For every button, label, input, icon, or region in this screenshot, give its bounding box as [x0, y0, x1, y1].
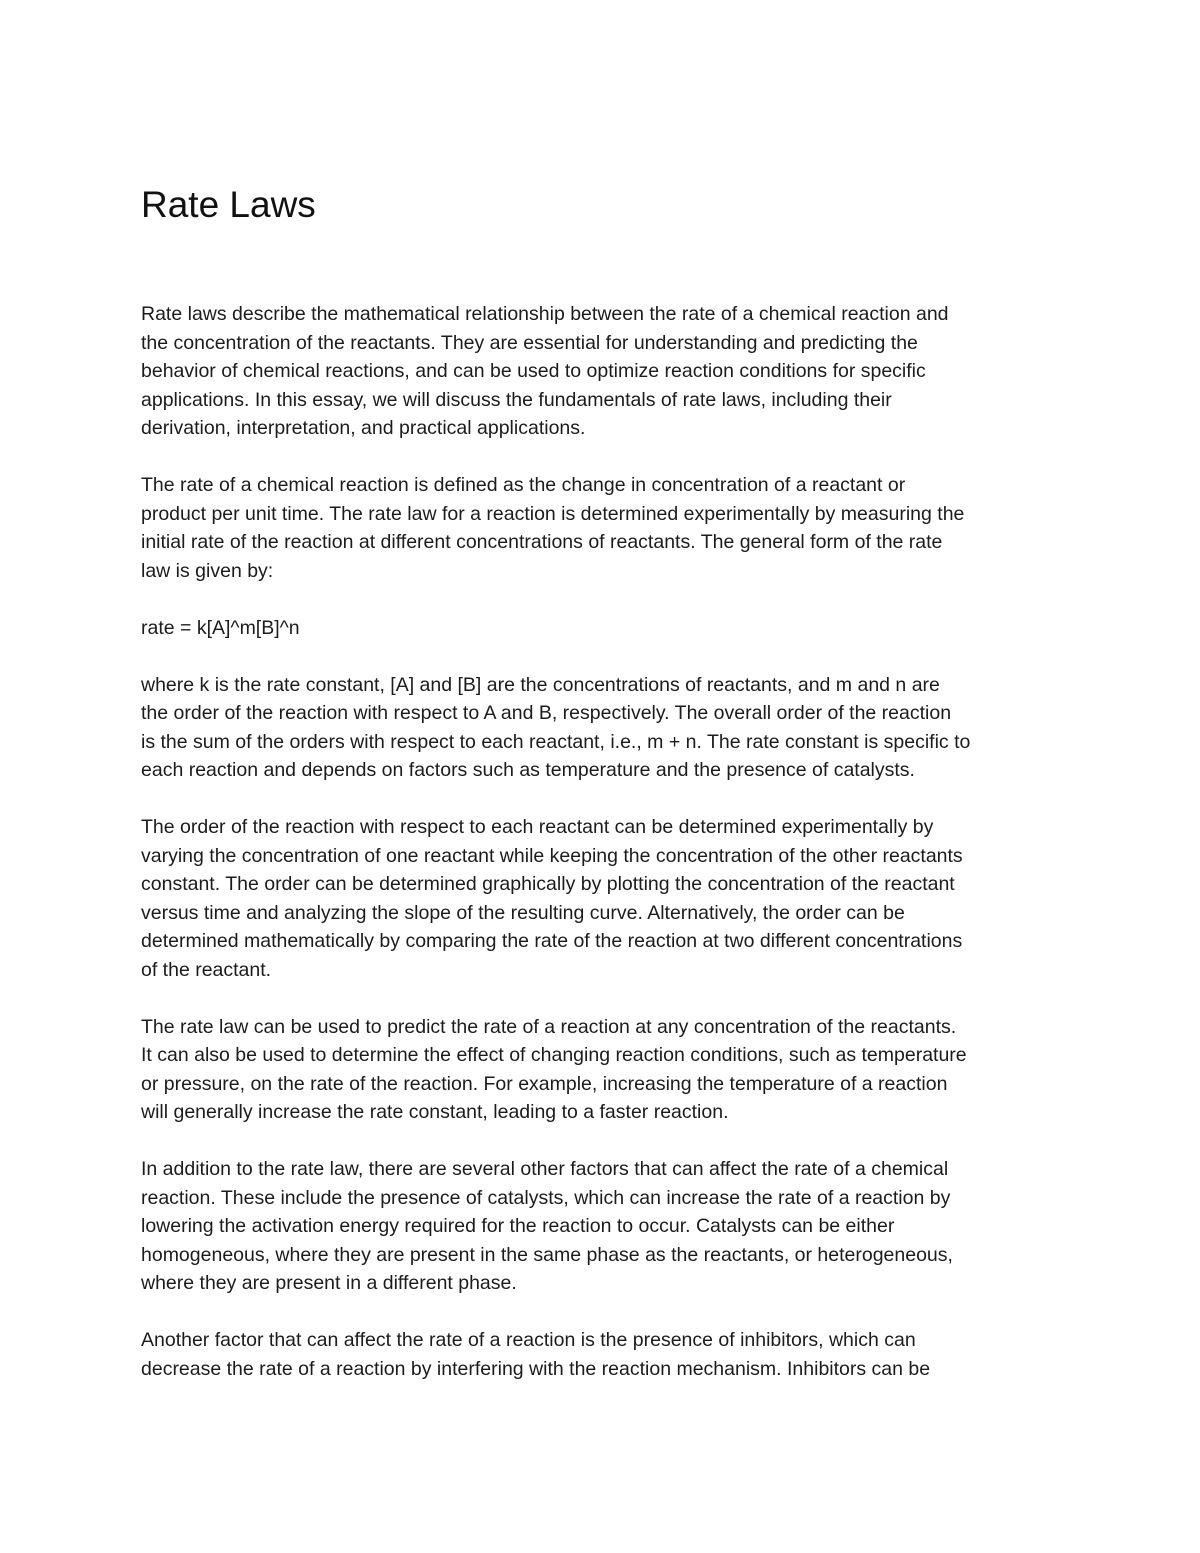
text-line: lowering the activation energy required for the reaction to occur. Catalysts can be either	[141, 1215, 895, 1237]
text-line: of the reactant.	[141, 958, 272, 981]
text-line: the order of the reaction with respect to A and B, respectively. The overall order of the reaction	[141, 702, 952, 724]
document-title: Rate Laws	[141, 184, 316, 225]
text-line: In addition to the rate law, there are several other factors that can affect the rate of a chemical	[141, 1158, 949, 1180]
paragraph	[141, 671, 1071, 785]
text-line: varying the concentration of one reactant while keeping the concentration of the other reactants	[141, 844, 963, 867]
paragraph	[141, 1326, 1071, 1383]
text-line: decrease the rate of a reaction by interfering with the reaction mechanism. Inhibitors can be	[141, 1357, 931, 1380]
text-line: derivation, interpretation, and practical applications.	[141, 417, 586, 439]
text-line: The rate of a chemical reaction is defined as the change in concentration of a reactant or	[141, 474, 906, 496]
paragraph	[141, 471, 1071, 585]
document-body	[141, 300, 1071, 1412]
text-line: The rate law can be used to predict the rate of a reaction at any concentration of the reactants.	[141, 1015, 957, 1038]
paragraph	[141, 1013, 1071, 1127]
text-line: is the sum of the orders with respect to each reactant, i.e., m + n. The rate constant is specific to	[141, 730, 971, 753]
text-line: The order of the reaction with respect to each reactant can be determined experimentally by	[141, 816, 934, 838]
text-line: product per unit time. The rate law for a reaction is determined experimentally by measuring the	[141, 502, 965, 525]
text-line: reaction. These include the presence of catalysts, which can increase the rate of a reaction by	[141, 1186, 951, 1209]
text-line: law is given by:	[141, 559, 274, 582]
text-line: It can also be used to determine the effect of changing reaction conditions, such as temperature	[141, 1044, 967, 1066]
text-line: where k is the rate constant, [A] and [B] are the concentrations of reactants, and m and n are	[141, 673, 940, 696]
paragraph	[141, 813, 1071, 984]
text-line: or pressure, on the rate of the reaction. For example, increasing the temperature of a reaction	[141, 1072, 948, 1095]
paragraph	[141, 300, 1071, 443]
text-line: Rate laws describe the mathematical relationship between the rate of a chemical reaction and	[141, 303, 949, 325]
text-line: Another factor that can affect the rate of a reaction is the presence of inhibitors, which can	[141, 1329, 916, 1351]
text-line: where they are present in a different phase.	[141, 1272, 517, 1294]
text-line: versus time and analyzing the slope of the resulting curve. Alternatively, the order can be	[141, 901, 905, 924]
text-line: the concentration of the reactants. They are essential for understanding and predicting the	[141, 331, 918, 354]
text-line: initial rate of the reaction at different concentrations of reactants. The general form of the rate	[141, 531, 943, 553]
text-line: constant. The order can be determined graphically by plotting the concentration of the reactant	[141, 873, 955, 895]
text-line: determined mathematically by comparing the rate of the reaction at two different concentrations	[141, 930, 963, 952]
text-line: behavior of chemical reactions, and can be used to optimize reaction conditions for specific	[141, 360, 926, 382]
text-line: applications. In this essay, we will discuss the fundamentals of rate laws, including their	[141, 388, 892, 411]
text-line: will generally increase the rate constant, leading to a faster reaction.	[141, 1101, 729, 1123]
paragraph	[141, 1155, 1071, 1298]
text-line: homogeneous, where they are present in the same phase as the reactants, or heterogeneous,	[141, 1243, 953, 1266]
text-line: rate = k[A]^m[B]^n	[141, 616, 300, 639]
paragraph	[141, 614, 1071, 643]
text-line: each reaction and depends on factors such as temperature and the presence of catalysts.	[141, 759, 915, 781]
